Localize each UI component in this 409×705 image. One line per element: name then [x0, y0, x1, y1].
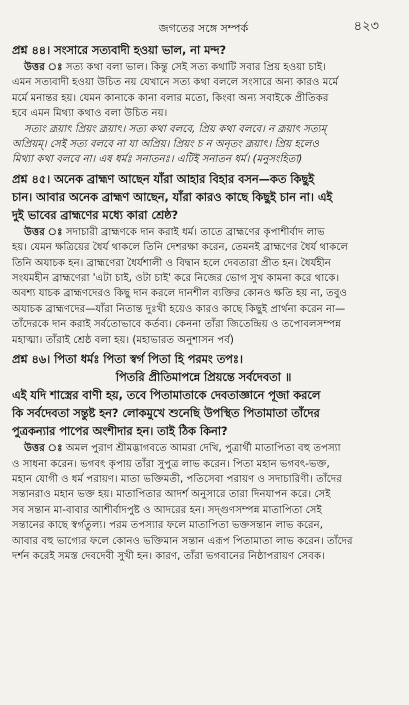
question-46-verse: পিতরি প্রীতিমাপন্নে প্রিয়ন্তে সর্বদেবতা ॥ — [115, 371, 292, 385]
question-46-title: কি সর্বদেবতা সন্তুষ্ট হন? লোকমুখে শুনেছি উপস্থিত পিতামাতা তাঁদের — [12, 407, 320, 421]
page-number: ৪২৩ — [353, 19, 379, 34]
answer-45-line: হয়। যেমন ক্ষত্রিয়ের ধৈর্য থাকলে তিনি দেশরক্ষা করেন, তেমনই ব্রাহ্মণের ধৈর্য থাকলে — [12, 242, 349, 254]
sloka-line: অপ্রিয়ম্। সেই সত্য বলবে না যা অপ্রিয়। প্রিয়ং চ ন অনৃতং ব্রূয়াৎ। প্রিয় হলেও — [12, 139, 319, 151]
sloka-line: মিথ্যা কথা বলবে না। এষ ধর্মঃ সনাতনঃ। এটিই সনাতন ধর্ম। (মনুসংহিতা) — [12, 154, 303, 166]
question-45-title: চান। আবার অনেক ব্রাহ্মণ আছেন, যাঁরা কারও কাছে কিছুই চান না। এই — [12, 190, 333, 204]
question-46-title: প্রশ্ন ৪৬। পিতা ধর্মঃ পিতা স্বর্গ পিতা হি পরমং তপঃ। — [12, 353, 243, 367]
answer-label: উত্তর ঃ — [24, 62, 63, 73]
answer-44-line: মর্মে মনান্তর হয়। যেমন কানাকে কানা বলার মতো, কিংবা অন্য সবাইকে প্রীতিকর — [12, 92, 329, 104]
answer-46-text: অমল পুরাণ শ্রীমদ্ভাগবতে আমরা দেখি, পুত্রার্থী মাতাপিতা বহু তপস্যা — [65, 443, 341, 455]
answer-46-line: মহান যোগী ও ধর্ম পরায়ণ। মাতা ভক্তিমতী, পতিসেবা পরায়ণ ও সদাচারিণী। তাঁদের — [12, 473, 342, 485]
answer-45-text: সদাচারী ব্রাহ্মণকে দান করাই ধর্ম। তাতে ব্রাহ্মণের কৃপাশীর্বাদ লাভ — [65, 226, 325, 238]
answer-44-text: সত্য কথা বলা ভাল। কিন্তু সেই সত্য কথাটি সবার প্রিয় হওয়া চাই। — [65, 62, 326, 73]
question-44-title: প্রশ্ন ৪৪। সংসারে সত্যবাদী হওয়া ভাল, না মন্দ? — [12, 44, 227, 57]
answer-44-line — [12, 60, 395, 75]
answer-45-line: মহাত্মা। তাঁরাই শ্রেষ্ঠ বলা হয়। (মহাভারত অনুশাসন পর্ব) — [12, 334, 234, 346]
question-46-title: এই যদি শাস্ত্রের বাণী হয়, তবে পিতামাতাকে দেবতাজ্ঞানে পূজা করলে — [12, 389, 321, 403]
answer-45-line: অবশ্য যাচক ব্রাহ্মণদেরও কিছু দান করলে দানশীল ব্যক্তির কোনও ক্ষতি হয় না, তবুও — [12, 288, 347, 300]
answer-46-line: দর্শন করেই সমস্ত দেবদেবী সুখী হন। কারণ, তাঁরা ভগবানের নিষ্ঠাপরায়ণ সেবক। — [12, 550, 325, 562]
question-45-title: দুই ভাবের ব্রাহ্মণের মধ্যে কারা শ্রেষ্ঠ? — [12, 208, 179, 222]
page-content — [12, 42, 395, 564]
answer-label: উত্তর ঃ — [24, 443, 63, 455]
answer-46-line: সব সন্তান মা-বাবার আশীর্বাদপুষ্ট ও আদরের হন। সদ্গুণসম্পন্ন মাতাপিতা সেই — [12, 504, 322, 516]
question-45-title: প্রশ্ন ৪৫। অনেক ব্রাহ্মণ আছেন যাঁরা আহার বিহার বসন—কত কিছুই — [12, 172, 315, 186]
answer-45-line: তিনি অযাচক হন। ব্রাহ্মণেরা ধৈর্যশালী ও বিদ্বান হলে দেবতারা প্রীত হন। ধৈর্যহীন — [12, 257, 331, 269]
answer-45-line: অযাচক ব্রাহ্মণদের—যাঁরা নিতান্ত দুঃখী হয়েও কারও কাছে কিছুই প্রার্থনা করেন না— — [12, 303, 346, 315]
page-header — [12, 0, 395, 42]
answer-label: উত্তর ঃ — [24, 226, 63, 238]
question-46-title: পুত্রকন্যার পাপের অংশীদার হন। তাই ঠিক কিনা? — [12, 425, 228, 439]
answer-45-line: সংযমহীন ব্রাহ্মণেরা 'এটা চাই, ওটা চাই' করে নিজের ভোগ সুখ কামনা করে থাকে। — [12, 273, 340, 285]
answer-44-line: হবে এমন মিথ্যা কথাও বলা উচিত নয়। — [12, 108, 168, 120]
answer-46-line: ও সাধনা করেন। ভগবৎ কৃপায় তাঁরা সুপুত্র লাভ করেন। পিতা মহান ভগবৎ-ভক্ত, — [12, 458, 330, 470]
running-title: জগতের সঙ্গে সম্পর্ক — [158, 22, 249, 35]
answer-46-line: সন্তানের কাছে স্বর্গতুল্য। পরম তপস্যার ফলে মাতাপিতা ভক্তসন্তান লাভ করেন, — [12, 520, 323, 532]
sloka-line: সত্যং ব্রূয়াৎ প্রিয়ং ব্রূয়াৎ। সত্য কথা বলবে, প্রিয় কথা বলবে। ন ব্রূয়াৎ সত্যম্ — [24, 123, 327, 135]
answer-45-line: তাঁদেরকে দান করাই সর্বতোভাবে কর্তব্য। কেননা তাঁরা জিতেন্দ্রিয় ও তপোবলসম্পন্ন — [12, 319, 341, 331]
answer-44-line: এমন সত্যবাদী হওয়া উচিত নয় যেখানে সত্য কথা বললে সংসারে অন্য কারও মর্মে — [12, 77, 339, 89]
answer-46-line — [12, 441, 395, 456]
answer-46-line: সন্তানরাও মহান ভক্ত হয়। মাতাপিতার আদর্শ অনুসারে তারা দিনযাপন করে। সেই — [12, 489, 331, 501]
answer-46-line: আবার বহু ভাগ্যের ফলে কোনও ভক্তিমান সন্তান এরূপ পিতামাতা লাভ করেন। তাঁদের — [12, 535, 353, 547]
answer-45-line — [12, 225, 395, 240]
